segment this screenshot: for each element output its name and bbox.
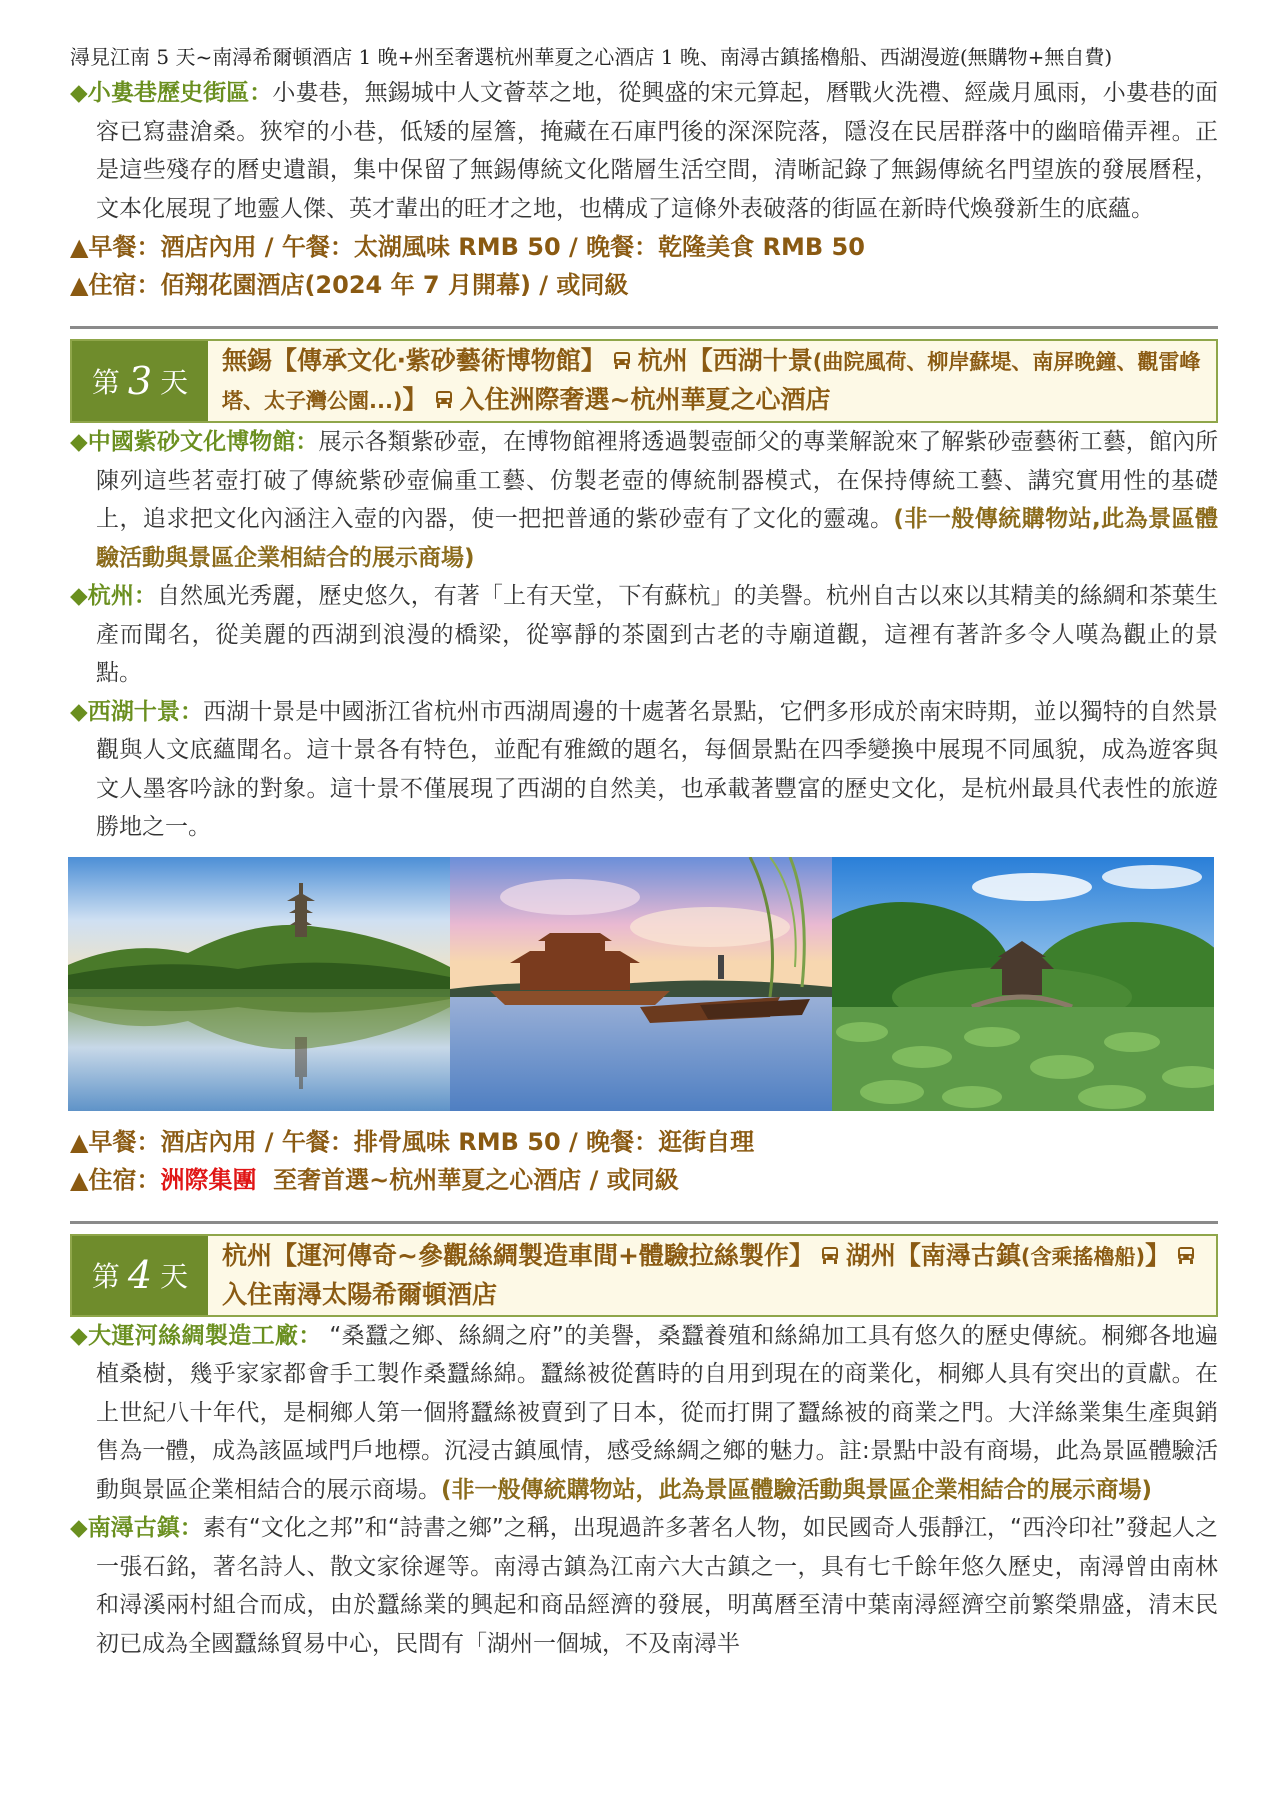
day3-title-wuxi: 無錫【傳承文化‧紫砂藝術博物館】 [222, 346, 606, 375]
westlake-text: 西湖十景是中國浙江省杭州市西湖周邊的十處著名景點，它們多形成於南宋時期，並以獨特的自然景觀與人文底蘊聞名。這十景各有特色，並配有雅緻的題名，每個景點在四季變換中展現不同風貌，成為遊客與文人墨客吟詠的對象。這十景不僅展現了西湖的自然美，也承載著豐富的歷史文化，是杭州最具代表性的旅遊勝地之一。 [96, 698, 1219, 840]
day3-banner [70, 339, 1218, 423]
day3-title-hotel: 入住洲際奢選~杭州華夏之心酒店 [459, 385, 831, 414]
diamond-bullet-icon: ◆ [70, 1515, 88, 1541]
day3-hotel [70, 1161, 1218, 1199]
diamond-bullet-icon: ◆ [70, 80, 88, 106]
day4-banner [70, 1234, 1218, 1317]
day2-meals: ▲早餐：酒店內用 / 午餐：太湖風味 RMB 50 / 晚餐：乾隆美食 RMB 50 [70, 233, 865, 261]
day3-hotel-name: 至奢首選~杭州華夏之心酒店 / 或同級 [256, 1165, 679, 1194]
car-icon [434, 390, 454, 409]
silk-factory-note: (非一般傳統購物站，此為景區體驗活動與景區企業相結合的展示商場) [441, 1476, 1153, 1503]
lotus-pavilion-photo [832, 857, 1214, 1111]
nanxun-paragraph [70, 1509, 1218, 1663]
diamond-bullet-icon: ◆ [70, 1322, 89, 1349]
nanxun-text: 素有“文化之邦”和“詩書之鄉”之稱，出現過許多著名人物，如民國奇人張靜江，“西泠印社”發起人之一張石銘，著名詩人、散文家徐遲等。南潯古鎮為江南六大古鎮之一，具有七千餘年悠久歷史，南潯曾由南林和潯溪兩村組合而成，由於蠶絲業的興起和商品經濟的發展，明萬曆至清中葉南潯經濟空前繁榮鼎盛，清末民初已成為全國蠶絲貿易中心，民間有「湖州一個城，不及南潯半 [96, 1515, 1218, 1657]
westlake-photo-strip [68, 857, 1214, 1111]
hangzhou-text: 自然風光秀麗，歷史悠久，有著「上有天堂，下有蘇杭」的美譽。杭州自古以來以其精美的絲綢和茶葉生產而聞名，從美麗的西湖到浪漫的橋梁，從寧靜的茶園到古老的寺廟道觀，這裡有著許多令人嘆為觀止的景點。 [96, 583, 1218, 686]
day3-title-spots: (曲院風荷、柳岸蘇堤、南屏晚鐘、觀雷峰塔、太子灣公園...) [222, 350, 1201, 413]
day2-hotel: ▲住宿：佰翔花園酒店(2024 年 7 月開幕) / 或同級 [70, 271, 629, 299]
dragon-boat-photo [450, 857, 832, 1111]
zisha-note: (非一般傳統購物站,此為景區體驗活動與景區企業相結合的展示商場) [96, 506, 1218, 571]
day3-title-hangzhou: 杭州【西湖十景 [637, 346, 813, 375]
silk-factory-paragraph [70, 1317, 1218, 1510]
day4-title [208, 1236, 1216, 1315]
day3-hotel-prefix: ▲住宿： [70, 1165, 161, 1194]
day3-meals: ▲早餐：酒店內用 / 午餐：排骨風味 RMB 50 / 晚餐：逛街自理 [70, 1127, 755, 1156]
zisha-paragraph [70, 423, 1218, 577]
hangzhou-paragraph [70, 577, 1218, 693]
day4-title-boat: (含乘搖櫓船) [1020, 1244, 1146, 1269]
day3-title-bracket: 】 [402, 385, 428, 414]
diamond-bullet-icon: ◆ [70, 429, 88, 455]
silk-factory-title: 大運河絲綢製造工廠： [88, 1322, 322, 1349]
zisha-text: 展示各類紫砂壺，在博物館裡將透過製壺師父的專業解說來了解紫砂壺藝術工藝，館內所陳列這些茗壺打破了傳統紫砂壺偏重工藝、仿製老壺的傳統制器模式，在保持傳統工藝、講究實用性的基礎上，追求把文化內涵注入壺的內器，使一把把普通的紫砂壺有了文化的靈魂。 [96, 429, 1219, 532]
day-prefix: 第 [91, 366, 120, 399]
day3-hotel-brand: 洲際集團 [160, 1165, 257, 1194]
car-icon [820, 1246, 840, 1265]
day3-title [208, 341, 1216, 421]
xiaolou-text: 小婁巷，無錫城中人文薈萃之地，從興盛的宋元算起，曆戰火洗禮、經歲月風雨，小婁巷的面容已寫盡滄桑。狹窄的小巷，低矮的屋簷，掩藏在石庫門後的深深院落，隱沒在民居群落中的幽暗備弄裡。正是這些殘存的曆史遺韻，集中保留了無錫傳統文化階層生活空間，清晰記錄了無錫傳統名門望族的發展曆程，文本化展現了地靈人傑、英才輩出的旺才之地，也構成了這條外表破落的街區在新時代煥發新生的底蘊。 [96, 80, 1219, 222]
westlake-title: 西湖十景： [87, 698, 204, 725]
xiaolou-paragraph [70, 74, 1218, 228]
day4-title-hotel: 入住南潯太陽希爾頓酒店 [222, 1279, 498, 1309]
westlake-paragraph [70, 693, 1218, 847]
diamond-bullet-icon: ◆ [70, 583, 88, 609]
day-prefix: 第 [91, 1260, 120, 1293]
day4-title-bracket: 】 [1145, 1240, 1171, 1270]
page-header: 潯見江南 5 天~南潯希爾頓酒店 1 晚+州至奢選杭州華夏之心酒店 1 晚、南潯古鎮搖櫓船、西湖漫遊(無購物+無自費) [70, 45, 1113, 69]
day4-badge [72, 1236, 208, 1315]
zisha-title: 中國紫砂文化博物館： [87, 429, 319, 455]
day-number: 3 [127, 359, 153, 403]
nanxun-title: 南潯古鎮： [87, 1515, 203, 1541]
xiaolou-title: 小婁巷歷史街區： [87, 80, 273, 106]
day-suffix: 天 [160, 366, 189, 399]
leifeng-pagoda-photo [68, 857, 450, 1111]
diamond-bullet-icon: ◆ [70, 698, 88, 725]
silk-factory-text: “桑蠶之鄉、絲綢之府”的美譽，桑蠶養殖和絲綿加工具有悠久的歷史傳統。桐鄉各地遍植桑樹，幾乎家家都會手工製作桑蠶絲綿。蠶絲被從舊時的自用到現在的商業化，桐鄉人具有突出的貢獻。在上世紀八十年代，是桐鄉人第一個將蠶絲被賣到了日本，從而打開了蠶絲被的商業之門。大洋絲業集生產與銷售為一體，成為該區域門戶地標。沉浸古鎮風情，感受絲綢之鄉的魅力。註:景點中設有商場，此為景區體驗活動與景區企業相結合的展示商場。 [96, 1322, 1218, 1503]
car-icon [1176, 1246, 1196, 1265]
day-number: 4 [127, 1253, 153, 1297]
day4-title-huzhou: 湖州【南潯古鎮 [845, 1240, 1021, 1270]
day3-badge [72, 341, 208, 421]
section-divider [70, 326, 1218, 329]
day4-title-hangzhou: 杭州【運河傳奇~參觀絲綢製造車間+體驗拉絲製作】 [222, 1240, 814, 1270]
car-icon [612, 351, 632, 370]
hangzhou-title: 杭州： [87, 583, 157, 609]
section-divider [70, 1221, 1218, 1224]
itinerary-page [70, 40, 1218, 1663]
day-suffix: 天 [160, 1260, 189, 1293]
